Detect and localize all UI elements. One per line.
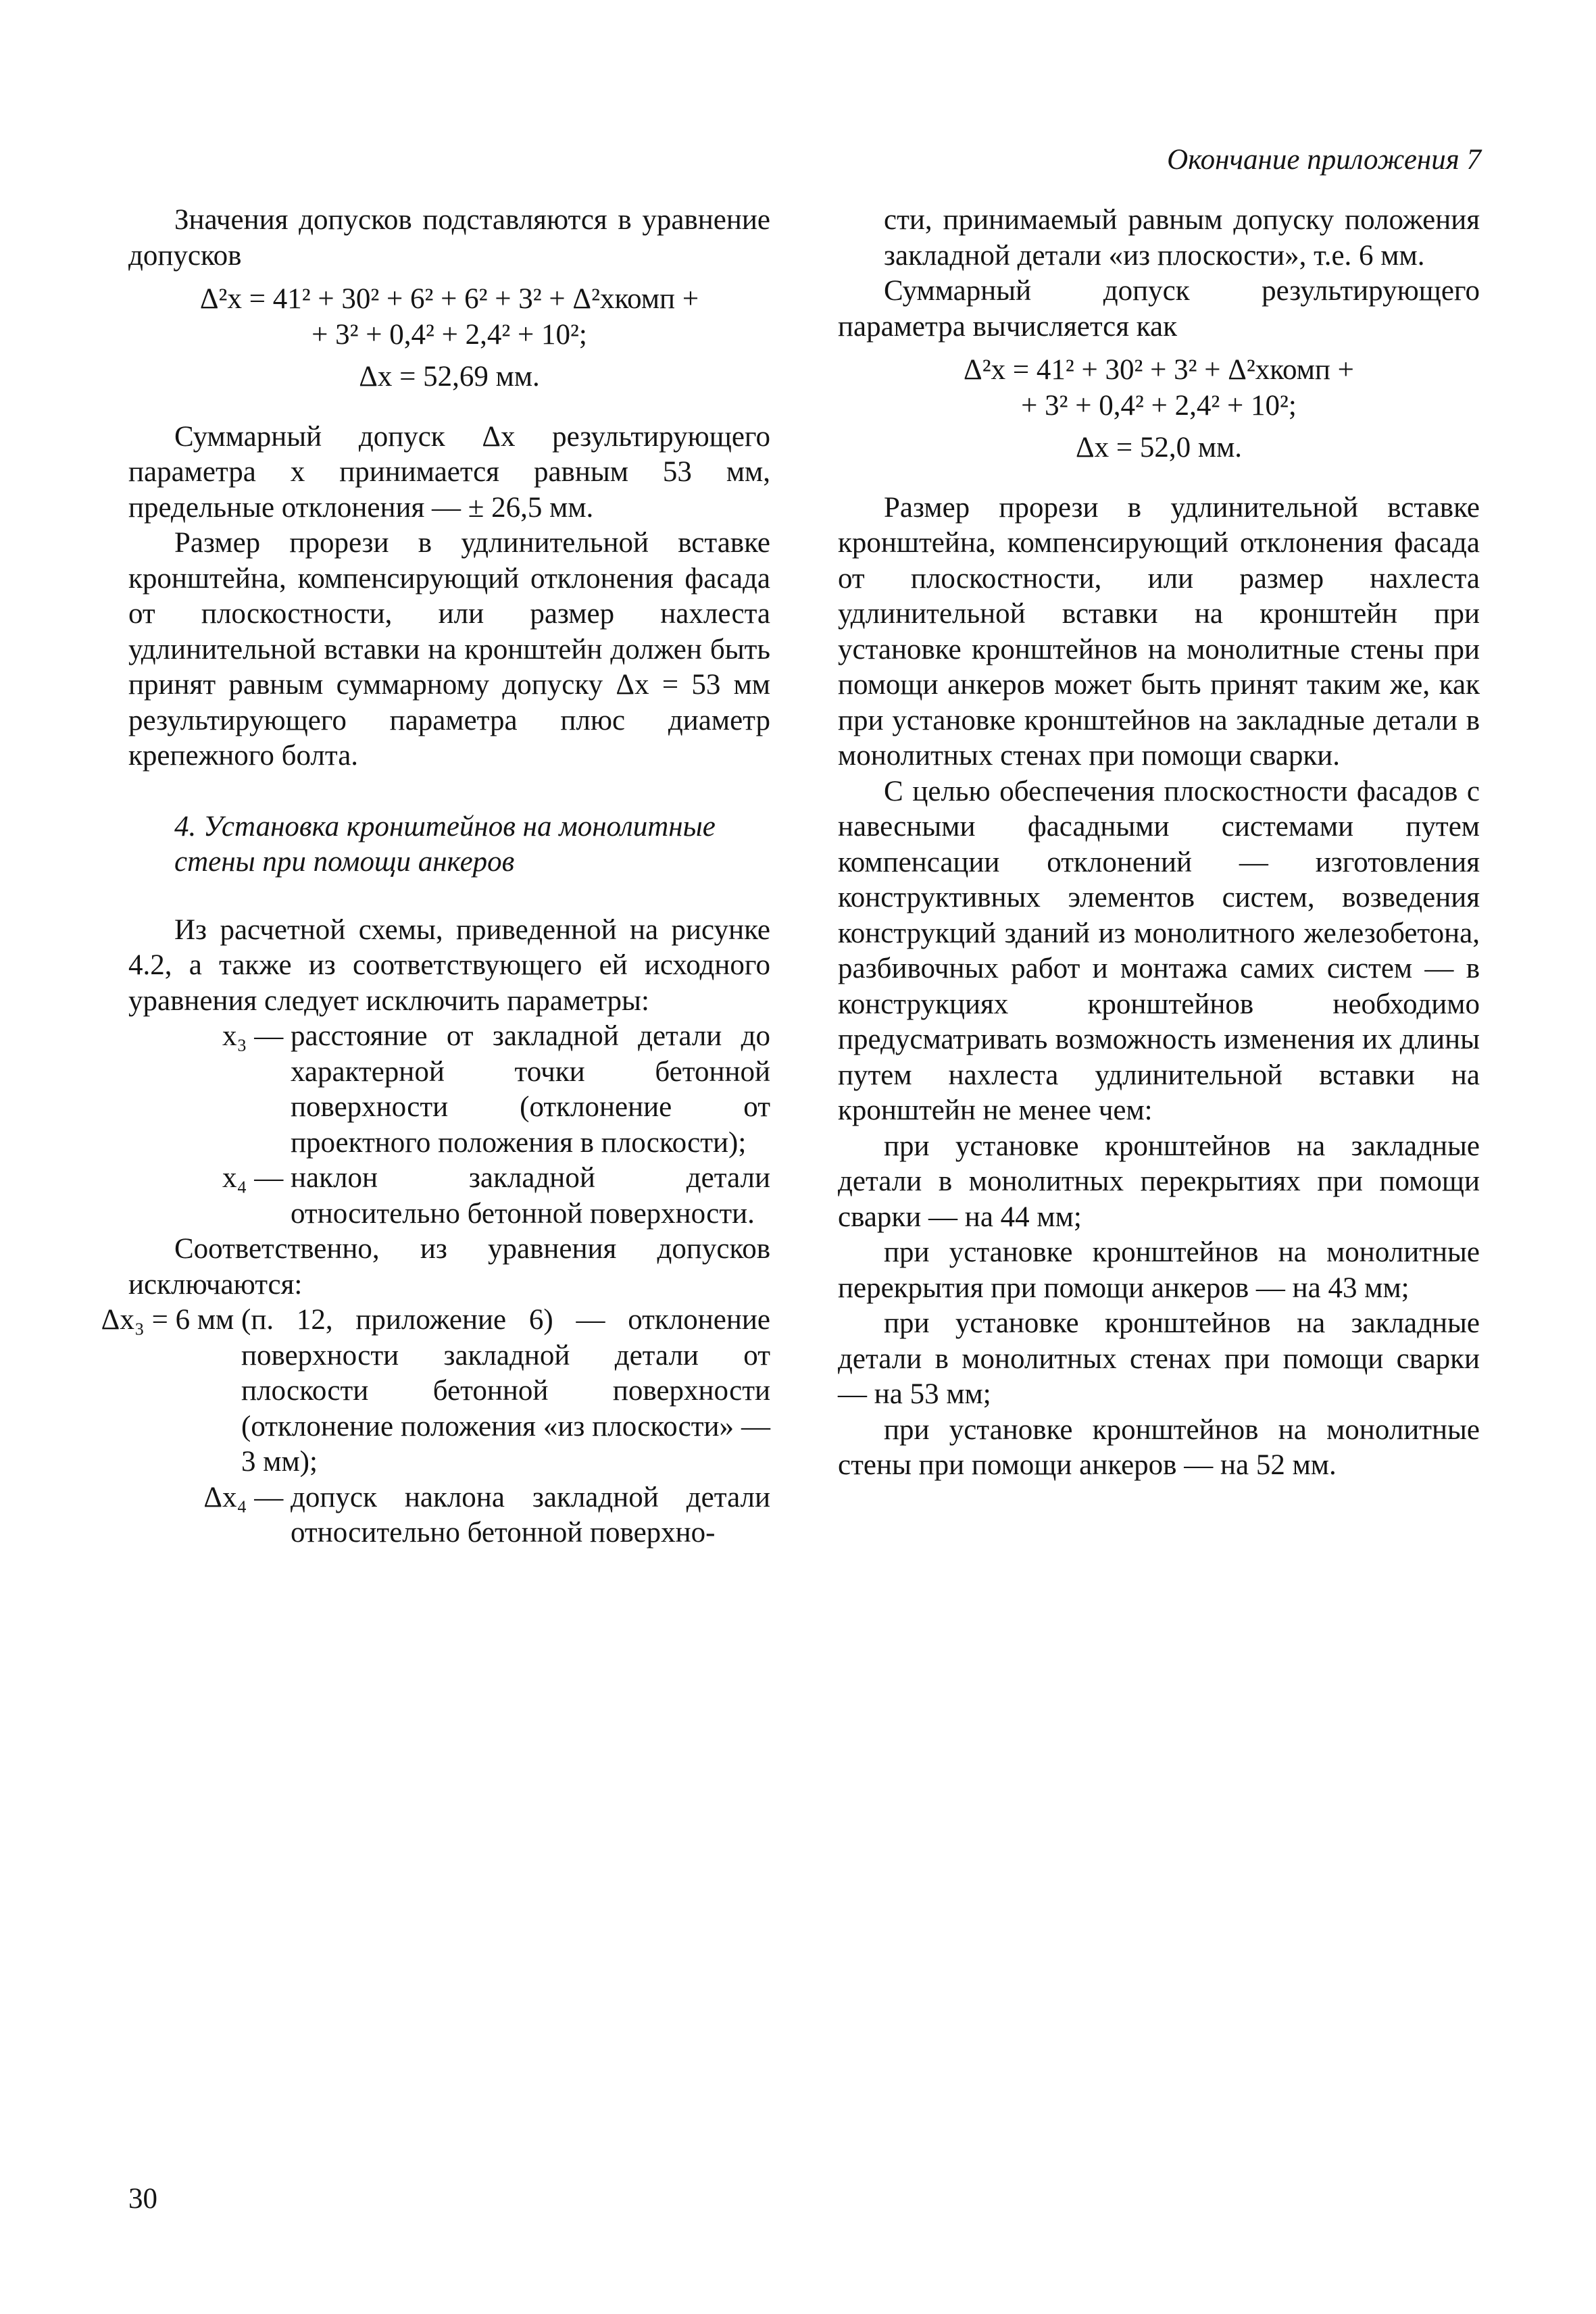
paragraph: при установке кронштейнов на закладные детали в монолитных стенах при помощи сварки — на 53 мм; [838,1307,1480,1410]
left-column [101,203,770,1551]
paragraph: Размер прорези в удлинительной вставке кронштейна, компенсирующий отклонения фасада от плоскостности, или размер нахлеста удлинительной вставки на кронштейн при установке кронштейнов на монолитные стены при помощи анкеров может быть принят таким же, как при установке кронштейнов на закладные детали в монолитных стенах при помощи сварки. [838,491,1480,772]
definition-x3 [128,1019,770,1161]
definition-text: наклон закладной детали относительно бетонной поверхности. [291,1162,770,1230]
paragraph: Значения допусков подставляются в уравнение допусков [128,204,770,272]
paragraph: Размер прорези в удлинительной вставке кронштейна, компенсирующий отклонения фасада от плоскостности, или размер нахлеста удлинительной вставки на кронштейн должен быть принят равным суммарному допуску Δx = 53 мм результирующего параметра плюс диаметр крепежного болта. [128,527,770,772]
definition-text: расстояние от закладной детали до характерной точки бетонной поверхности (отклонение от проектного положения в плоскости); [291,1020,770,1159]
paragraph: Суммарный допуск результирующего параметра вычисляется как [838,275,1480,343]
definition-symbol: Δx₄ — [203,1481,291,1513]
paragraph: С целью обеспечения плоскостности фасадов с навесными фасадными системами путем компенсации отклонений — изготовления конструктивных элементов систем, возведения конструкций зданий из монолитного железобетона, разбивочных работ и монтажа самих систем — в конструкциях кронштейнов необходимо предусматривать возможность изменения их длины путем нахлеста удлинительной вставки на кронштейн не менее чем: [838,775,1480,1126]
paragraph: при установке кронштейнов на закладные детали в монолитных перекрытиях при помощи сварки — на 44 мм; [838,1130,1480,1233]
formula-line: Δ²x = 41² + 30² + 3² + Δ²xкомп + [964,354,1354,386]
page-number: 30 [128,2183,157,2215]
definition-text: допуск наклона закладной детали относительно бетонной поверхно- [291,1481,770,1549]
definition-symbol: Δx₃ = 6 мм [101,1304,241,1336]
definition-x4 [128,1161,770,1232]
definition-dx4 [128,1480,770,1551]
section-heading: 4. Установка кронштейнов на монолитные стены при помощи анкеров [174,810,716,878]
definition-dx3 [101,1303,770,1480]
right-column [838,203,1480,1484]
formula-line: + 3² + 0,4² + 2,4² + 10²; [1021,389,1297,422]
formula-line: + 3² + 0,4² + 2,4² + 10²; [311,318,587,351]
formula-result: Δx = 52,0 мм. [1075,432,1243,463]
formula-line: Δ²x = 41² + 30² + 6² + 6² + 3² + Δ²xкомп + [199,283,699,315]
paragraph: Из расчетной схемы, приведенной на рисунке 4.2, а также из соответствующего ей исходного уравнения следует исключить параметры: [128,913,770,1017]
formula-result: Δx = 52,69 мм. [359,361,540,393]
paragraph: сти, принимаемый равным допуску положения закладной детали «из плоскости», т.е. 6 мм. [884,204,1480,272]
paragraph: при установке кронштейнов на монолитные перекрытия при помощи анкеров — на 43 мм; [838,1236,1480,1304]
definition-symbol: x₄ — [222,1162,291,1194]
definition-symbol: x₃ — [222,1020,291,1052]
paragraph: при установке кронштейнов на монолитные стены при помощи анкеров — на 52 мм. [838,1413,1480,1481]
definition-list [128,1019,770,1232]
paragraph: Суммарный допуск Δx результирующего параметра x принимается равным 53 мм, предельные отклонения — ± 26,5 мм. [128,420,770,524]
definition-text: (п. 12, приложение 6) — отклонение поверхности закладной детали от плоскости бетонной поверхности (отклонение положения «из плоскости» — 3 мм); [241,1304,770,1478]
running-header: Окончание приложения 7 [1167,144,1481,176]
definition-list [101,1303,770,1551]
paragraph: Соответственно, из уравнения допусков исключаются: [128,1233,770,1301]
